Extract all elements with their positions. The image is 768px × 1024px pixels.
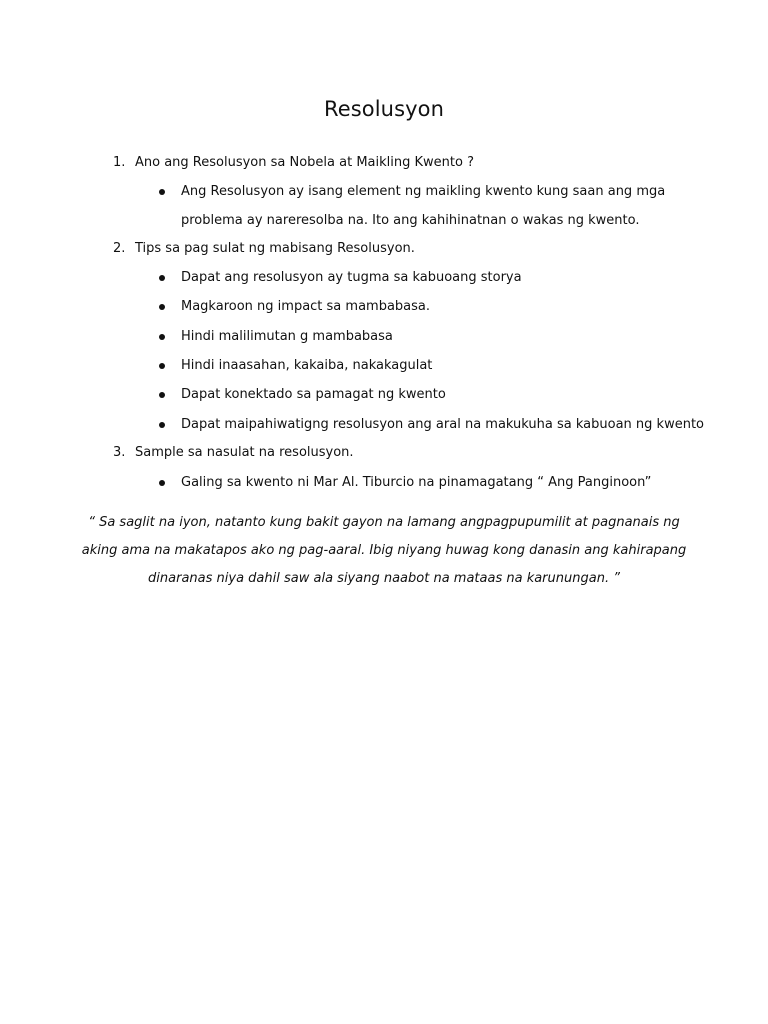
list-number-1: 1. bbox=[113, 155, 126, 170]
bullet-item-3-1: Galing sa kwento ni Mar Al. Tiburcio na pinamagatang “ Ang Panginoon” bbox=[181, 475, 652, 490]
list-number-3: 3. bbox=[113, 445, 126, 460]
quote-line-1: “ Sa saglit na iyon, natanto kung bakit gayon na lamang angpagpupumilit at pagnanais ng bbox=[88, 515, 680, 530]
list-item-2-text: Tips sa pag sulat ng mabisang Resolusyon. bbox=[135, 241, 415, 256]
bullet-icon bbox=[159, 480, 165, 486]
list-item-3-text: Sample sa nasulat na resolusyon. bbox=[135, 445, 354, 460]
bullet-item-1-1-continued: problema ay nareresolba na. Ito ang kahihinatnan o wakas ng kwento. bbox=[181, 213, 640, 228]
bullet-icon bbox=[159, 334, 165, 340]
bullet-item-2-1: Dapat ang resolusyon ay tugma sa kabuoang storya bbox=[181, 270, 522, 285]
bullet-item-2-3: Hindi malilimutan g mambabasa bbox=[181, 329, 393, 344]
bullet-icon bbox=[159, 392, 165, 398]
list-item-1-text: Ano ang Resolusyon sa Nobela at Maikling Kwento ? bbox=[135, 155, 474, 170]
list-number-2: 2. bbox=[113, 241, 126, 256]
quote-line-2: aking ama na makatapos ako ng pag-aaral. Ibig niyang huwag kong danasin ang kahirapang bbox=[81, 543, 687, 558]
page-title: Resolusyon bbox=[323, 97, 445, 121]
bullet-item-2-2: Magkaroon ng impact sa mambabasa. bbox=[181, 299, 431, 314]
bullet-item-2-4: Hindi inaasahan, kakaiba, nakakagulat bbox=[181, 358, 433, 373]
bullet-item-2-6: Dapat maipahiwatigng resolusyon ang aral na makukuha sa kabuoan ng kwento bbox=[181, 417, 704, 432]
quote-line-3: dinaranas niya dahil saw ala siyang naabot na mataas na karunungan. ” bbox=[148, 571, 620, 586]
bullet-icon bbox=[159, 189, 165, 195]
bullet-icon bbox=[159, 363, 165, 369]
bullet-icon bbox=[159, 422, 165, 428]
bullet-icon bbox=[159, 304, 165, 310]
bullet-icon bbox=[159, 275, 165, 281]
bullet-item-1-1: Ang Resolusyon ay isang element ng maikling kwento kung saan ang mga bbox=[181, 184, 666, 199]
bullet-item-2-5: Dapat konektado sa pamagat ng kwento bbox=[181, 387, 446, 402]
